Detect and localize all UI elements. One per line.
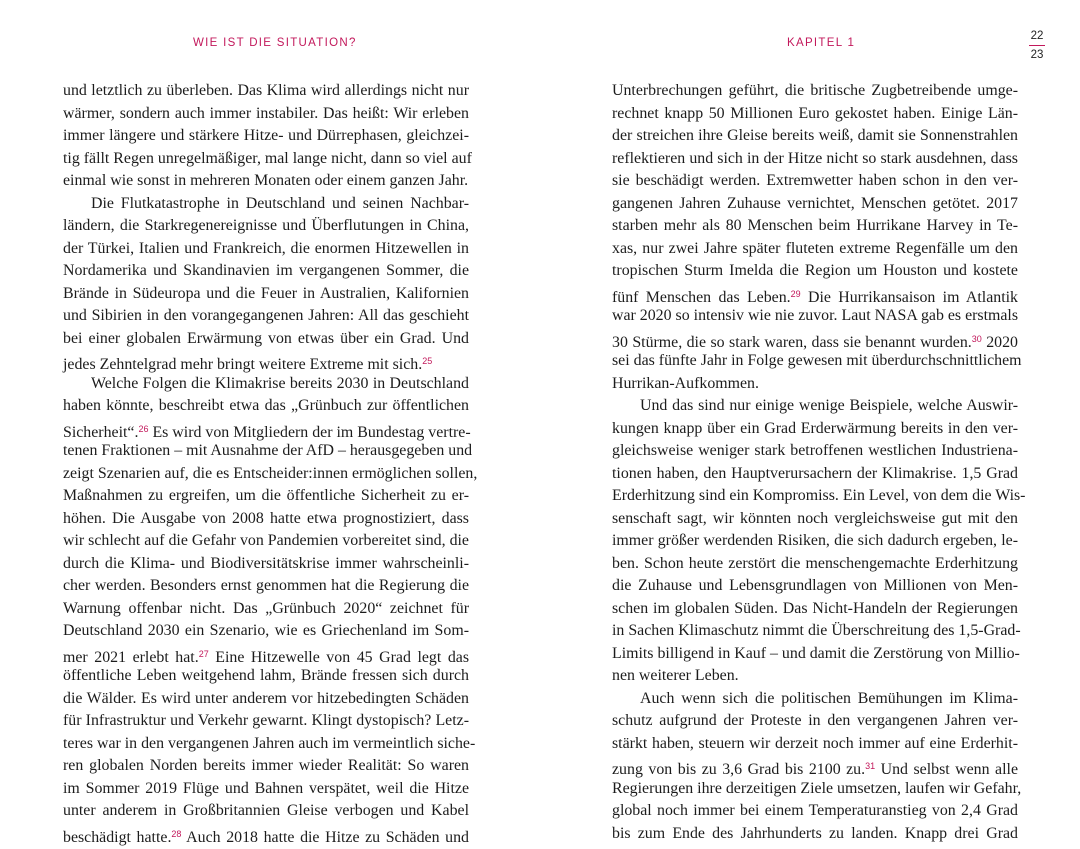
line-text: zeigt Szenarien auf, die es Entscheider:innen ermöglichen sollen, — [63, 464, 478, 482]
line-text: starben mehr als 80 Menschen beim Hurrikane Harvey in Te- — [612, 217, 1018, 234]
text-line — [63, 575, 469, 598]
text-line — [612, 485, 1026, 508]
line-text: ren globalen Norden bereits immer wieder Realität: So waren — [63, 757, 469, 774]
line-text: für Infrastruktur und Verkehr gewarnt. Klingt dystopisch? Letz- — [63, 712, 469, 729]
text-line — [63, 215, 469, 238]
footnote-marker[interactable]: 29 — [790, 288, 801, 299]
text-line — [612, 238, 1018, 261]
text-line — [63, 148, 472, 171]
text-line — [612, 80, 1018, 103]
line-text: unter anderem in Großbritannien Gleise verbogen und Kabel — [63, 802, 469, 819]
text-line — [612, 710, 1018, 733]
line-text-continued: Und selbst wenn alle — [875, 761, 1018, 778]
line-text: gleichsweise weniger stark betroffenen westlichen Industriena- — [612, 442, 1018, 459]
text-line — [612, 215, 1018, 238]
line-text: xas, nur zwei Jahre später fluteten extreme Regenfälle um den — [612, 239, 1018, 257]
line-text: zung von bis zu 3,6 Grad bis 2100 zu. — [612, 761, 866, 778]
text-line — [63, 710, 469, 733]
line-text: bei einer globalen Erwärmung von etwas über ein Grad. Und — [63, 329, 469, 347]
text-line — [63, 643, 469, 666]
line-text-continued: Auch 2018 hatte die Hitze zu Schäden und — [181, 828, 469, 846]
text-line — [63, 598, 469, 621]
page-number-divider — [1029, 45, 1045, 46]
text-line — [612, 620, 1021, 643]
line-text: cher werden. Besonders ernst genommen hat die Regierung die — [63, 577, 469, 594]
footnote-marker[interactable]: 27 — [198, 648, 209, 659]
line-text: Warnung offenbar nicht. Das „Grünbuch 2020“ zeichnet für — [63, 599, 469, 617]
text-line — [612, 463, 1018, 486]
line-text: kungen knapp über ein Grad Erderwärmung bereits in den ver- — [612, 419, 1018, 437]
line-text: einmal wie sonst in mehreren Monaten oder einem ganzen Jahr. — [63, 172, 469, 189]
text-line — [612, 575, 1018, 598]
text-line — [63, 260, 469, 283]
line-text: war 2020 so intensiv wie nie zuvor. Laut NASA gab es erstmals — [612, 307, 1019, 324]
line-text: und Sibirien in den vorangegangenen Jahren: All das geschieht — [63, 307, 469, 324]
text-line — [63, 530, 469, 553]
text-line — [63, 508, 469, 531]
text-line — [612, 823, 1018, 846]
line-text-continued: Die Hurrikansaison im Atlantik — [800, 288, 1018, 306]
text-line — [63, 103, 469, 126]
line-text: in Sachen Klimaschutz nimmt die Überschreitung des 1,5-Grad- — [612, 622, 1021, 639]
line-text: haben könnte, beschreibt etwa das „Grünbuch zur öffentlichen — [63, 397, 469, 414]
text-line — [612, 418, 1018, 441]
text-line — [63, 733, 476, 756]
text-line — [612, 328, 1018, 351]
line-text: Deutschland 2030 ein Szenario, wie es Griechenland im Som- — [63, 622, 469, 639]
text-line — [63, 373, 469, 396]
line-text: Die Flutkatastrophe in Deutschland und seinen Nachbar- — [91, 194, 469, 212]
line-text: die Zuhause und Lebensgrundlagen von Millionen von Men- — [612, 577, 1018, 594]
line-text: Hurrikan-Aufkommen. — [612, 374, 759, 392]
text-line — [612, 283, 1018, 306]
line-text: höhen. Die Ausgabe von 2008 hatte etwa prognostiziert, dass — [63, 509, 469, 527]
line-text: Nordamerika und Skandinavien im vergangenen Sommer, die — [63, 262, 469, 279]
line-text: der Türkei, Italien und Frankreich, die enormen Hitzewellen in — [63, 239, 469, 257]
line-text: global noch immer bei einem Temperaturanstieg von 2,4 Grad — [612, 802, 1018, 819]
line-text: Auch wenn sich die politischen Bemühungen im Klima- — [640, 689, 1018, 707]
text-line — [63, 463, 478, 486]
line-text: gangenen Jahren Zuhause vernichtet, Menschen getötet. 2017 — [612, 194, 1018, 212]
text-line — [612, 125, 1018, 148]
line-text: immer längere und stärkere Hitze- und Dürrephasen, gleichzei- — [63, 127, 469, 144]
line-text: tenen Fraktionen – mit Ausnahme der AfD – herausgegeben und — [63, 442, 473, 459]
text-line — [612, 733, 1018, 756]
line-text: fünf Menschen das Leben. — [612, 288, 791, 306]
text-line — [612, 643, 1018, 666]
text-line — [63, 688, 469, 711]
line-text: teres war in den vergangenen Jahren auch im vermeintlich siche- — [63, 734, 476, 752]
line-text: ben. Schon heute zerstört die menschengemachte Erderhitzung — [612, 554, 1018, 572]
text-line — [63, 665, 469, 688]
line-text-continued: Es wird von Mitgliedern der im Bundestag vertre- — [148, 423, 471, 441]
text-line — [612, 103, 1018, 126]
footnote-marker[interactable]: 28 — [171, 828, 182, 839]
text-line — [612, 373, 1018, 396]
text-line — [612, 148, 1018, 171]
text-line — [612, 193, 1018, 216]
text-line — [63, 485, 469, 508]
line-text: stärkt haben, steuern wir derzeit noch immer auf eine Erderhit- — [612, 734, 1018, 752]
text-line — [612, 260, 1018, 283]
line-text: jedes Zehntelgrad mehr bringt weitere Extreme mit sich. — [63, 356, 423, 373]
line-text: beschädigt hatte. — [63, 828, 172, 846]
line-text: immer größer werdenden Risiken, die sich dadurch ergeben, le- — [612, 532, 1018, 549]
text-line — [612, 305, 1018, 328]
footnote-marker[interactable]: 26 — [138, 423, 149, 434]
line-text: ländern, die Starkregenereignisse und Überflutungen in China, — [63, 217, 469, 234]
page-number-right: 23 — [1030, 49, 1044, 61]
text-line — [63, 170, 469, 193]
text-line — [63, 800, 469, 823]
line-text: Brände in Südeuropa und die Feuer in Australien, Kalifornien — [63, 284, 469, 302]
line-text: sie beschädigt werden. Extremwetter haben schon in den ver- — [612, 172, 1018, 189]
text-line — [612, 598, 1018, 621]
text-line — [63, 395, 469, 418]
line-text: Sicherheit“. — [63, 423, 139, 441]
line-text: rechnet knapp 50 Millionen Euro gekostet haben. Einige Län- — [612, 104, 1018, 122]
text-line — [63, 80, 469, 103]
line-text: schutz aufgrund der Proteste in den vergangenen Jahren ver- — [612, 712, 1018, 729]
line-text: senschaft sagt, wir könnten noch vergleichsweise gut mit den — [612, 509, 1018, 527]
line-text-continued: 2020 — [981, 333, 1018, 351]
text-line — [63, 193, 469, 216]
text-line — [612, 755, 1018, 778]
text-line — [63, 125, 469, 148]
line-text: Erderhitzung sind ein Kompromiss. Ein Level, von dem die Wis- — [612, 487, 1026, 504]
right-page-text — [612, 80, 1026, 845]
text-line — [63, 823, 469, 846]
text-line — [612, 508, 1018, 531]
line-text: bis zum Ende des Jahrhunderts zu landen. Knapp drei Grad — [612, 824, 1018, 842]
text-line — [612, 530, 1018, 553]
text-line — [612, 553, 1018, 576]
text-line — [63, 238, 469, 261]
line-text: die Wälder. Es wird unter anderem vor hitzebedingten Schäden — [63, 689, 469, 707]
line-text: wir schlecht auf die Gefahr von Pandemien vorbereitet sind, die — [63, 532, 469, 549]
line-text: tig fällt Regen unregelmäßiger, mal lange nicht, dann so viel auf — [63, 149, 472, 167]
line-text: nen weiterer Leben. — [612, 667, 739, 684]
line-text: Unterbrechungen geführt, die britische Zugbetreibende umge- — [612, 82, 1018, 99]
line-text: mer 2021 erlebt hat. — [63, 648, 199, 666]
line-text: durch die Klima- und Biodiversitätskrise immer wahrscheinli- — [63, 554, 469, 572]
text-line — [63, 350, 469, 373]
text-line — [63, 283, 469, 306]
line-text: Limits billigend in Kauf – und damit die Zerstörung von Millio- — [612, 644, 1020, 662]
line-text: Regierungen ihre derzeitigen Ziele umsetzen, laufen wir Gefahr, — [612, 779, 1022, 797]
line-text: Und das sind nur einige wenige Beispiele, welche Auswir- — [640, 397, 1018, 414]
line-text: tropischen Sturm Imelda die Region um Houston und kostete — [612, 262, 1018, 279]
page-numbers — [1024, 28, 1050, 63]
text-line — [612, 350, 1022, 373]
running-head-right: KAPITEL 1 — [787, 37, 856, 49]
text-line — [63, 553, 469, 576]
line-text: öffentliche Leben weitgehend lahm, Brände fressen sich durch — [63, 667, 469, 684]
line-text: Maßnahmen zu ergreifen, um die öffentliche Sicherheit zu er- — [63, 487, 469, 504]
footnote-marker[interactable]: 30 — [971, 333, 982, 344]
line-text: 30 Stürme, die so stark waren, dass sie benannt wurden. — [612, 333, 972, 351]
text-line — [63, 305, 469, 328]
line-text: schen im globalen Süden. Das Nicht-Handeln der Regierungen — [612, 599, 1018, 617]
line-text: und letztlich zu überleben. Das Klima wird allerdings nicht nur — [63, 82, 469, 99]
left-page-text — [63, 80, 478, 846]
text-line — [63, 778, 469, 801]
text-line — [63, 620, 469, 643]
footnote-marker[interactable]: 31 — [865, 761, 876, 771]
line-text: Welche Folgen die Klimakrise bereits 2030 in Deutschland — [91, 374, 469, 392]
text-line — [63, 755, 469, 778]
text-line — [612, 440, 1018, 463]
text-line — [612, 395, 1018, 418]
text-line — [63, 418, 469, 441]
line-text: tionen haben, den Hauptverursachern der Klimakrise. 1,5 Grad — [612, 464, 1018, 482]
line-text: reflektieren und sich in der Hitze nicht so stark ausdehnen, dass — [612, 149, 1018, 167]
text-line — [612, 800, 1018, 823]
text-line — [612, 170, 1018, 193]
line-text: sei das fünfte Jahr in Folge gewesen mit überdurchschnittlichem — [612, 352, 1022, 369]
line-text: der streichen ihre Gleise bereits weiß, damit sie Sonnenstrahlen — [612, 127, 1018, 144]
text-line — [63, 328, 469, 351]
page-number-left: 22 — [1030, 30, 1044, 42]
text-line — [612, 688, 1018, 711]
text-line — [63, 440, 473, 463]
line-text: wärmer, sondern auch immer instabiler. Das heißt: Wir erleben — [63, 104, 469, 122]
footnote-marker[interactable]: 25 — [422, 356, 433, 366]
line-text-continued: Eine Hitzewelle von 45 Grad legt das — [208, 648, 469, 666]
text-line — [612, 665, 1018, 688]
text-line — [612, 778, 1022, 801]
running-head-left: WIE IST DIE SITUATION? — [193, 37, 357, 49]
line-text: im Sommer 2019 Flüge und Bahnen verspätet, weil die Hitze — [63, 779, 469, 797]
